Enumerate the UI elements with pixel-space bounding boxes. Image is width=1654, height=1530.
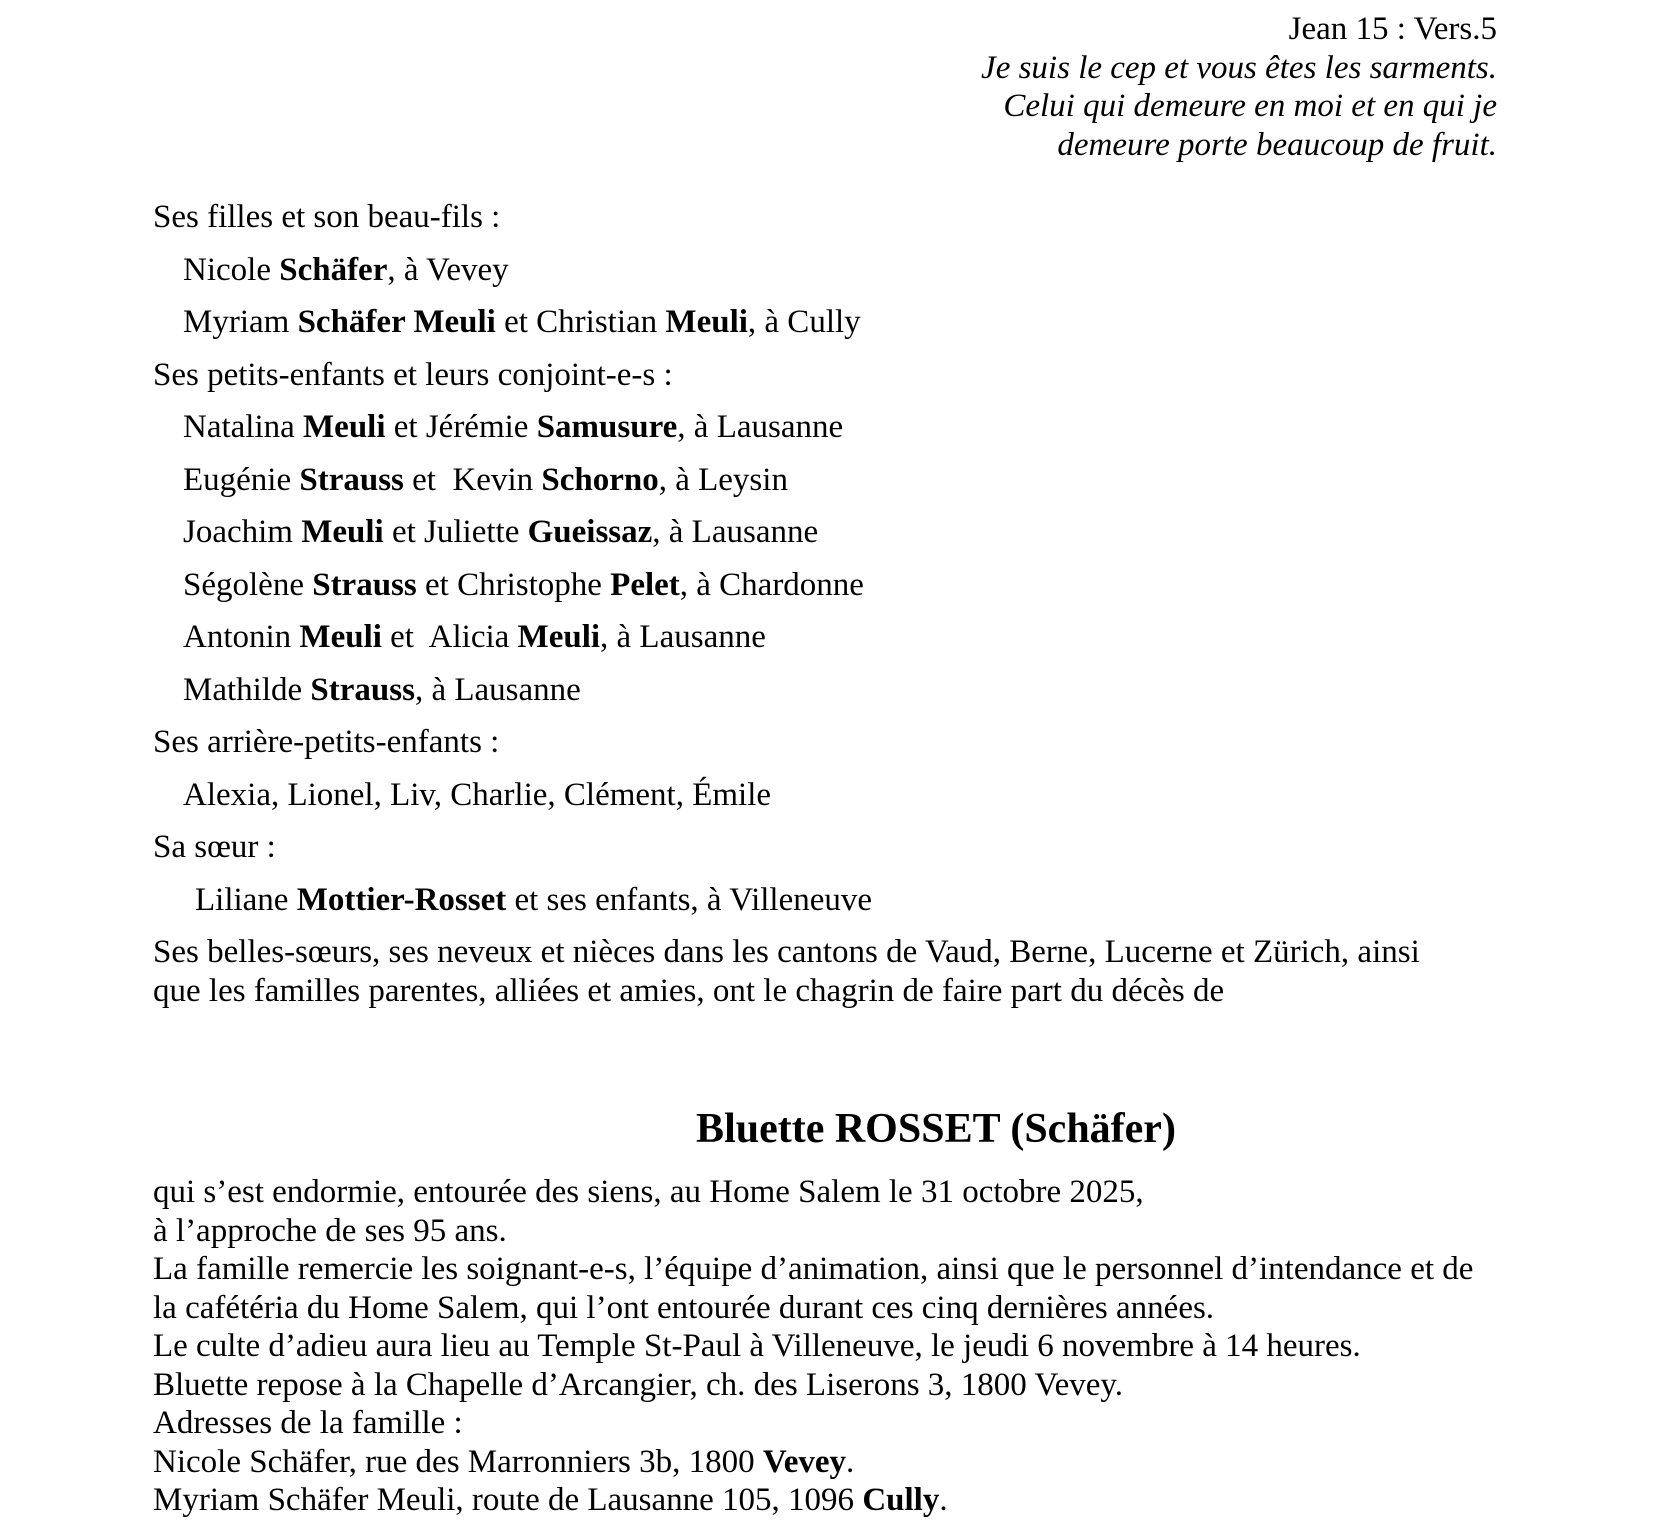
announcement-paragraph <box>153 933 1420 1010</box>
detail-line: La famille remercie les soignant-e-s, l’équipe d’animation, ainsi que le personnel d’intendance et de <box>153 1251 1474 1287</box>
quote-line: demeure porte beaucoup de fruit. <box>1057 126 1497 163</box>
section-header: Sa sœur : <box>153 829 276 865</box>
scripture-quote-block <box>981 10 1497 164</box>
quote-line: Je suis le cep et vous êtes les sarments. <box>981 49 1497 86</box>
detail-line: Bluette repose à la Chapelle d’Arcangier, ch. des Liserons 3, 1800 Vevey. <box>153 1366 1124 1403</box>
family-list <box>153 191 872 926</box>
detail-line: Le culte d’adieu aura lieu au Temple St-Paul à Villeneuve, le jeudi 6 novembre à 14 heures. <box>153 1328 1361 1364</box>
announcement-line: que les familles parentes, alliées et amies, ont le chagrin de faire part du décès de <box>153 972 1225 1009</box>
section-header: Ses filles et son beau-fils : <box>153 199 501 235</box>
list-item: Antonin Meuli et Alicia Meuli, à Lausanne <box>183 619 766 655</box>
quote-reference: Jean 15 : Vers.5 <box>1288 11 1497 47</box>
list-item: Joachim Meuli et Juliette Gueissaz, à Lausanne <box>183 514 819 550</box>
detail-line: la cafétéria du Home Salem, qui l’ont entourée durant ces cinq dernières années. <box>153 1289 1215 1326</box>
list-item: Ségolène Strauss et Christophe Pelet, à Chardonne <box>183 566 864 603</box>
detail-line: Adresses de la famille : <box>153 1405 463 1441</box>
section-header: Ses petits-enfants et leurs conjoint-e-s : <box>153 356 673 393</box>
list-item: Myriam Schäfer Meuli et Christian Meuli, à Cully <box>183 304 861 340</box>
list-item: Liliane Mottier-Rosset et ses enfants, à Villeneuve <box>195 881 873 918</box>
detail-line: Myriam Schäfer Meuli, route de Lausanne 105, 1096 Cully. <box>153 1482 948 1518</box>
detail-line: Nicole Schäfer, rue des Marronniers 3b, 1800 Vevey. <box>153 1443 855 1480</box>
detail-line: qui s’est endormie, entourée des siens, au Home Salem le 31 octobre 2025, <box>153 1174 1144 1210</box>
funeral-details <box>153 1173 1473 1520</box>
list-item: Nicole Schäfer, à Vevey <box>183 251 509 288</box>
list-item: Eugénie Strauss et Kevin Schorno, à Leysin <box>183 461 788 498</box>
quote-line: Celui qui demeure en moi et en qui je <box>1003 88 1497 124</box>
deceased-name-title: Bluette ROSSET (Schäfer) <box>696 1106 1176 1152</box>
list-item: Natalina Meuli et Jérémie Samusure, à Lausanne <box>183 409 844 445</box>
list-item: Mathilde Strauss, à Lausanne <box>183 671 581 708</box>
detail-line: à l’approche de ses 95 ans. <box>153 1212 507 1249</box>
list-item: Alexia, Lionel, Liv, Charlie, Clément, Émile <box>183 776 772 813</box>
announcement-line: Ses belles-sœurs, ses neveux et nièces dans les cantons de Vaud, Berne, Lucerne et Zürich, ainsi <box>153 934 1420 970</box>
section-header: Ses arrière-petits-enfants : <box>153 724 500 760</box>
